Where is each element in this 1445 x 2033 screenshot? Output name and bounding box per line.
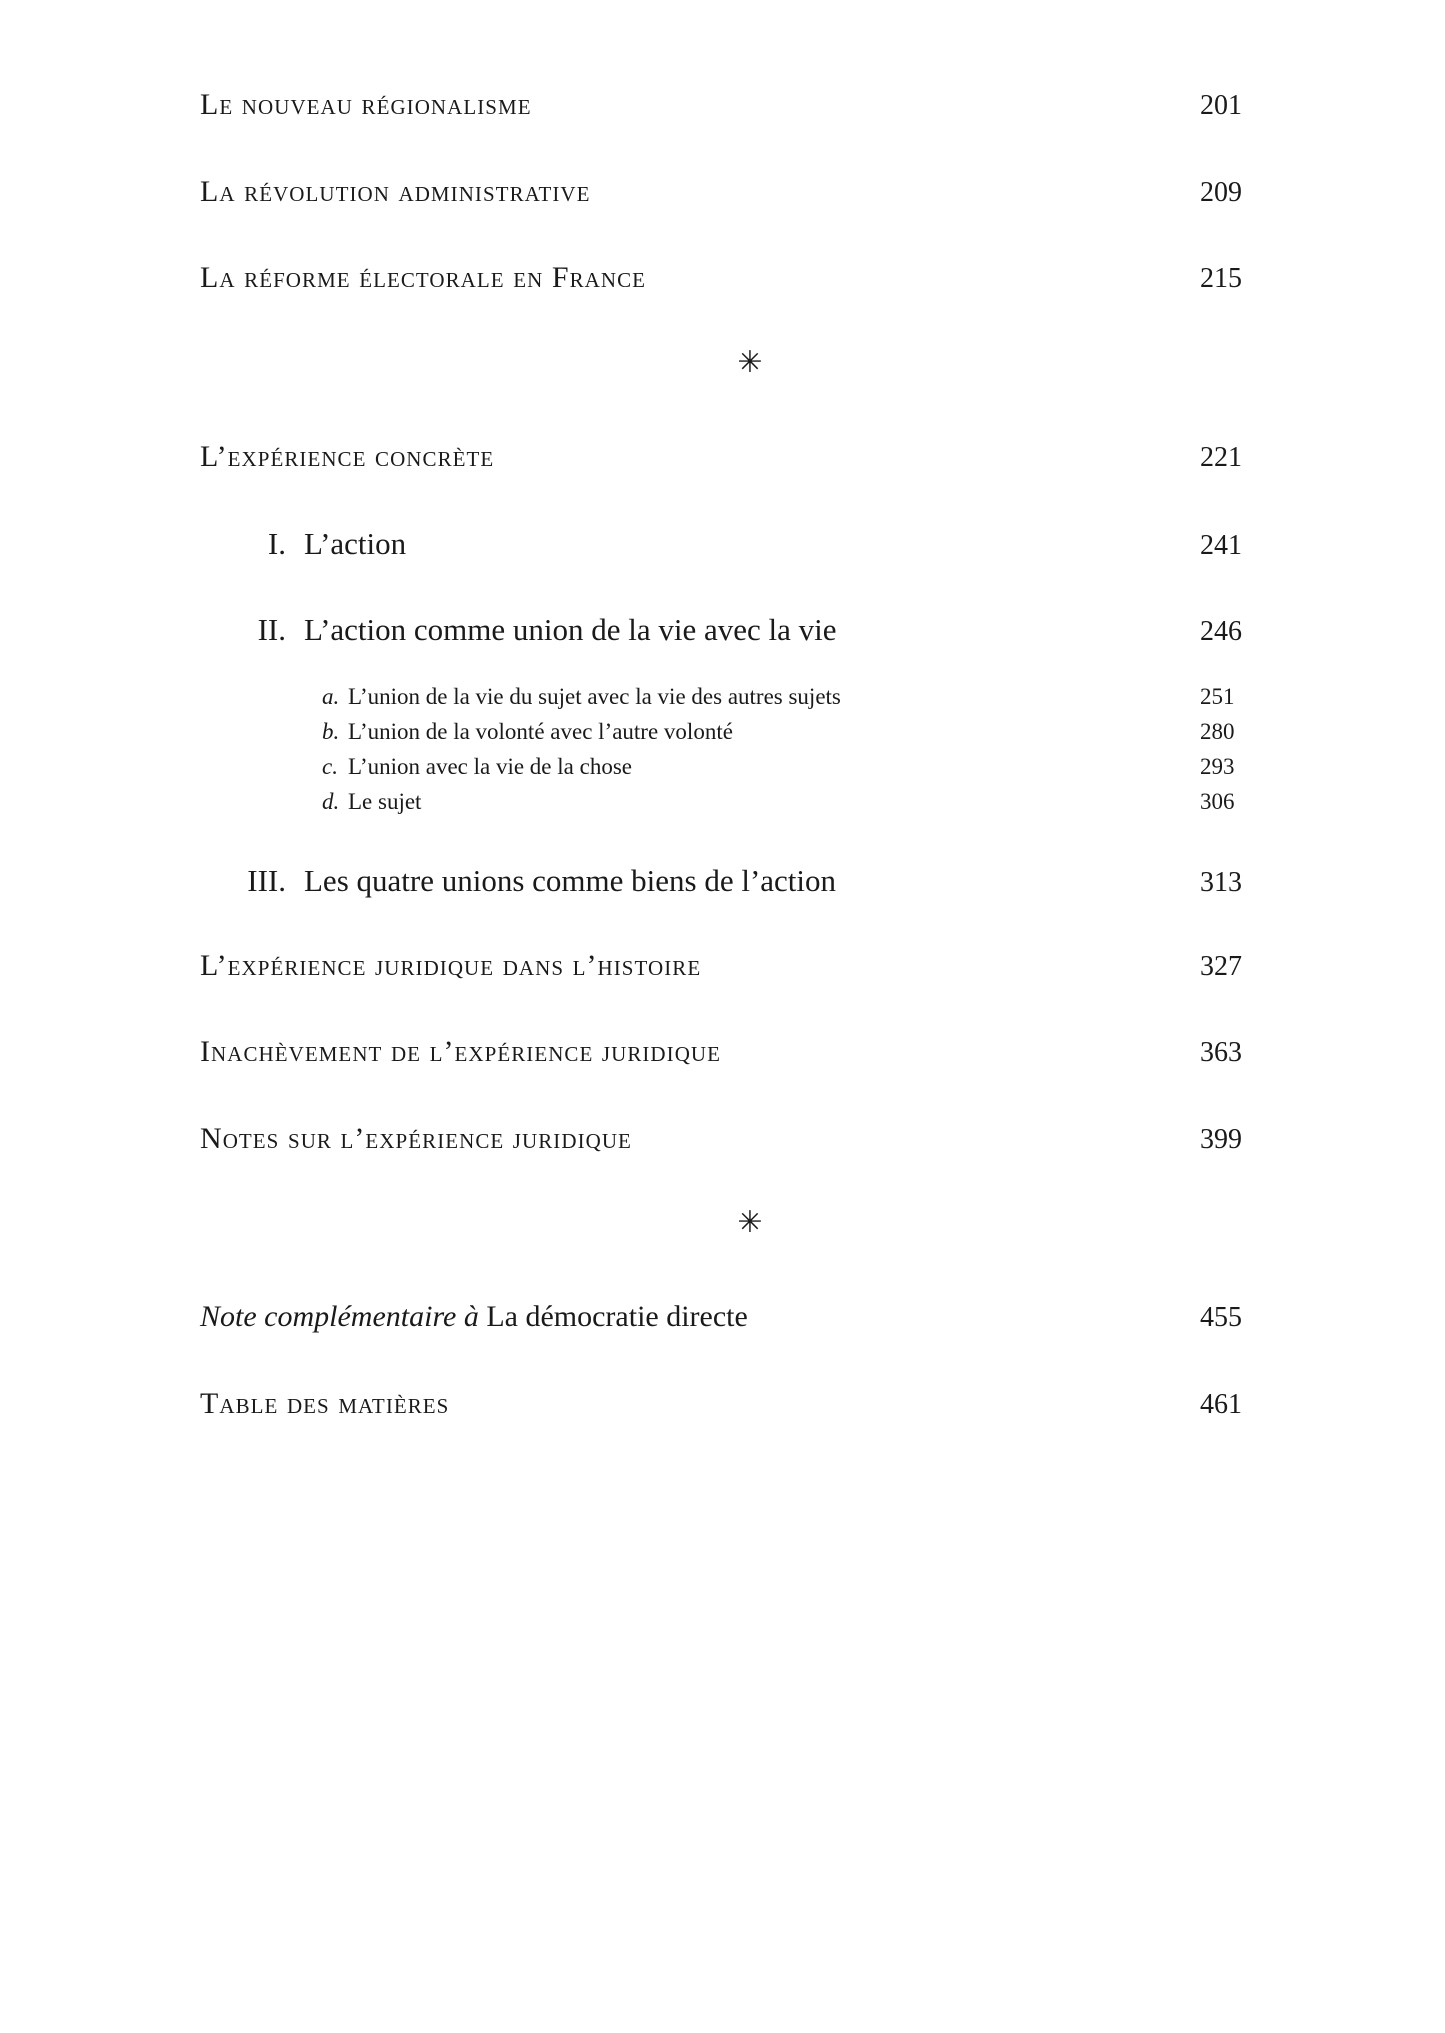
toc-entry-title: La réforme électorale en France xyxy=(200,261,647,294)
toc-entry-title-roman: La démocratie directe xyxy=(478,1300,748,1334)
asterisk-separator: ✳ xyxy=(737,1206,763,1240)
toc-subitem[interactable] xyxy=(322,787,1300,817)
toc-entry-page: 399 xyxy=(1200,1123,1242,1155)
toc-part-title: Les quatre unions comme biens de l’action xyxy=(304,862,837,898)
toc-entry-page: 201 xyxy=(1200,90,1242,121)
toc-entry[interactable] xyxy=(200,1387,1300,1422)
toc-subitem-page: 293 xyxy=(1200,753,1235,779)
toc-entry[interactable] xyxy=(200,1122,1300,1157)
toc-entry-title: L’expérience juridique dans l’histoire xyxy=(200,948,702,982)
toc-part-page: 313 xyxy=(1200,866,1242,898)
toc-entry-title: Notes sur l’expérience juridique xyxy=(200,1121,632,1155)
toc-entry[interactable] xyxy=(200,261,1300,296)
toc-entry-page: 209 xyxy=(1200,176,1242,208)
toc-part-numeral: II. xyxy=(257,612,286,647)
toc-part[interactable] xyxy=(200,863,1300,899)
toc-part-numeral: III. xyxy=(247,862,286,898)
toc-part[interactable] xyxy=(200,612,1300,648)
toc-entry-title: L’expérience concrète xyxy=(200,439,495,473)
toc-entry-page: 215 xyxy=(1200,263,1242,294)
toc-subitem-letter: c. xyxy=(322,753,338,779)
toc-entry-page: 327 xyxy=(1200,950,1242,982)
toc-part-page: 241 xyxy=(1200,530,1242,561)
toc-entry[interactable] xyxy=(200,88,1300,123)
toc-entry-title: Inachèvement de l’expérience juridique xyxy=(200,1035,722,1069)
toc-entry[interactable] xyxy=(200,1300,1300,1335)
toc-entry[interactable] xyxy=(200,949,1300,984)
toc-subitem-page: 280 xyxy=(1200,718,1235,744)
toc-entry-title: Le nouveau régionalisme xyxy=(200,88,532,121)
toc-entry-page: 363 xyxy=(1200,1037,1242,1069)
toc-subitem-letter: b. xyxy=(322,718,340,744)
toc-entry-page: 221 xyxy=(1200,441,1242,473)
toc-entry-title: La révolution administrative xyxy=(200,174,591,208)
toc-entry-page: 455 xyxy=(1200,1302,1242,1334)
toc-entry[interactable] xyxy=(200,175,1300,210)
toc-entry[interactable] xyxy=(200,440,1300,475)
asterisk-separator: ✳ xyxy=(737,345,763,379)
toc-part-page: 246 xyxy=(1200,616,1242,647)
toc-subitem-title: L’union de la vie du sujet avec la vie des autres sujets xyxy=(348,684,841,709)
toc-entry[interactable] xyxy=(200,1035,1300,1070)
toc-subitem-page: 251 xyxy=(1200,684,1235,709)
toc-part-title: L’action comme union de la vie avec la vie xyxy=(304,612,837,647)
toc-subitem-title: L’union de la volonté avec l’autre volonté xyxy=(348,718,733,744)
toc-entry-title: Table des matières xyxy=(200,1386,450,1420)
toc-entry-page: 461 xyxy=(1200,1388,1242,1420)
toc-subitem[interactable] xyxy=(322,752,1300,782)
toc-part-title: L’action xyxy=(304,526,407,561)
toc-entry-title xyxy=(200,1300,748,1335)
toc-subitem[interactable] xyxy=(322,717,1300,747)
table-of-contents xyxy=(200,88,1300,1473)
toc-subitem[interactable] xyxy=(322,682,1300,712)
toc-subitem-list xyxy=(200,682,1300,817)
toc-part[interactable] xyxy=(200,526,1300,562)
toc-subitem-title: L’union avec la vie de la chose xyxy=(348,753,632,779)
toc-subitem-page: 306 xyxy=(1200,788,1235,814)
toc-entry-title-italic: Note complémentaire à xyxy=(200,1300,479,1334)
toc-subitem-letter: a. xyxy=(322,684,340,709)
toc-subitem-letter: d. xyxy=(322,788,340,814)
toc-subitem-title: Le sujet xyxy=(348,788,422,814)
toc-part-numeral: I. xyxy=(267,526,286,561)
